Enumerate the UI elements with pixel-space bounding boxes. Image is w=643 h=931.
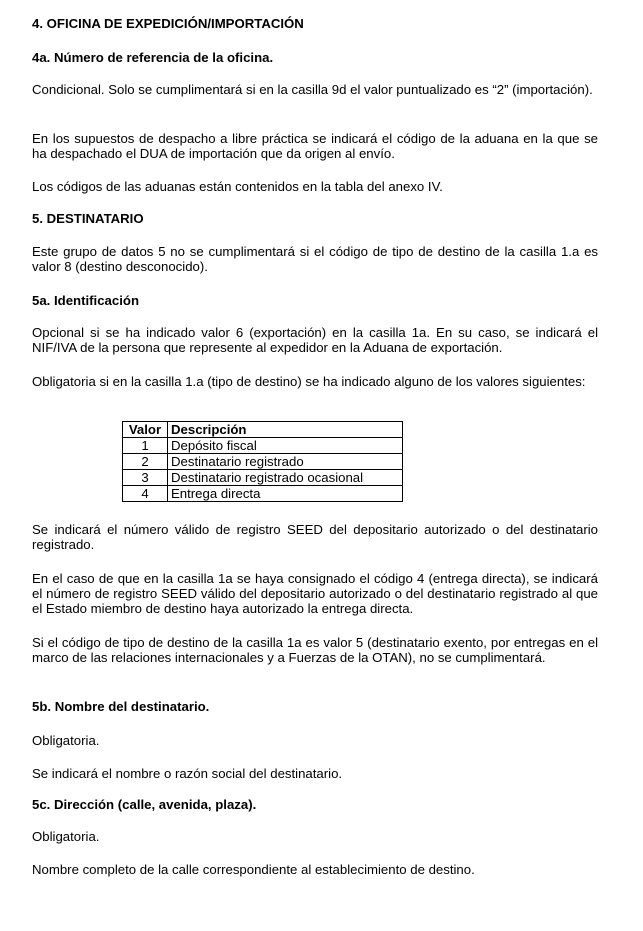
section-5a-paragraph-4: En el caso de que en la casilla 1a se haya consignado el código 4 (entrega directa), se indicará el número de registro SEED válido del depositario autorizado o del destinatario registrado al que el Estado miembro de destino haya autorizado la entrega directa. <box>32 571 598 616</box>
table-cell-valor: 4 <box>123 486 168 502</box>
section-5a-paragraph-5: Si el código de tipo de destino de la casilla 1a es valor 5 (destinatario exento, por entregas en el marco de las relaciones internacionales y a Fuerzas de la OTAN), no se cumplimentará. <box>32 635 598 665</box>
table-cell-valor: 3 <box>123 470 168 486</box>
section-5a-paragraph-3: Se indicará el número válido de registro SEED del depositario autorizado o del destinatario registrado. <box>32 522 598 552</box>
section-4a-paragraph-1: Condicional. Solo se cumplimentará si en la casilla 9d el valor puntualizado es “2” (importación). <box>32 82 593 97</box>
section-5c-paragraph-2: Nombre completo de la calle correspondiente al establecimiento de destino. <box>32 862 475 877</box>
section-4a-paragraph-2: En los supuestos de despacho a libre práctica se indicará el código de la aduana en la que se ha despachado el DUA de importación que da origen al envío. <box>32 131 598 161</box>
table-cell-descripcion: Entrega directa <box>168 486 403 502</box>
table-cell-descripcion: Destinatario registrado ocasional <box>168 470 403 486</box>
table-row <box>123 486 403 502</box>
destination-type-table <box>122 421 403 502</box>
table-row <box>123 454 403 470</box>
section-5c-paragraph-1: Obligatoria. <box>32 829 100 844</box>
table-row <box>123 470 403 486</box>
section-4a-heading: 4a. Número de referencia de la oficina. <box>32 50 274 65</box>
table-header-valor: Valor <box>123 422 168 438</box>
section-5-heading: 5. DESTINATARIO <box>32 211 144 226</box>
table-cell-descripcion: Depósito fiscal <box>168 438 403 454</box>
table-cell-valor: 2 <box>123 454 168 470</box>
section-5c-heading: 5c. Dirección (calle, avenida, plaza). <box>32 797 257 812</box>
table-cell-descripcion: Destinatario registrado <box>168 454 403 470</box>
section-4-heading: 4. OFICINA DE EXPEDICIÓN/IMPORTACIÓN <box>32 16 304 31</box>
table-cell-valor: 1 <box>123 438 168 454</box>
section-5a-paragraph-1: Opcional si se ha indicado valor 6 (exportación) en la casilla 1a. En su caso, se indicará el NIF/IVA de la persona que represente al expedidor en la Aduana de exportación. <box>32 325 598 355</box>
table-header-row <box>123 422 403 438</box>
section-4a-paragraph-3: Los códigos de las aduanas están contenidos en la tabla del anexo IV. <box>32 179 443 194</box>
table-header-descripcion: Descripción <box>168 422 403 438</box>
section-5-paragraph-1: Este grupo de datos 5 no se cumplimentará si el código de tipo de destino de la casilla 1.a es valor 8 (destino desconocido). <box>32 244 598 274</box>
section-5a-heading: 5a. Identificación <box>32 293 139 308</box>
section-5b-heading: 5b. Nombre del destinatario. <box>32 699 210 714</box>
table-row <box>123 438 403 454</box>
section-5b-paragraph-2: Se indicará el nombre o razón social del destinatario. <box>32 766 343 781</box>
section-5a-paragraph-2: Obligatoria si en la casilla 1.a (tipo de destino) se ha indicado alguno de los valores siguientes: <box>32 374 586 389</box>
section-5b-paragraph-1: Obligatoria. <box>32 733 100 748</box>
